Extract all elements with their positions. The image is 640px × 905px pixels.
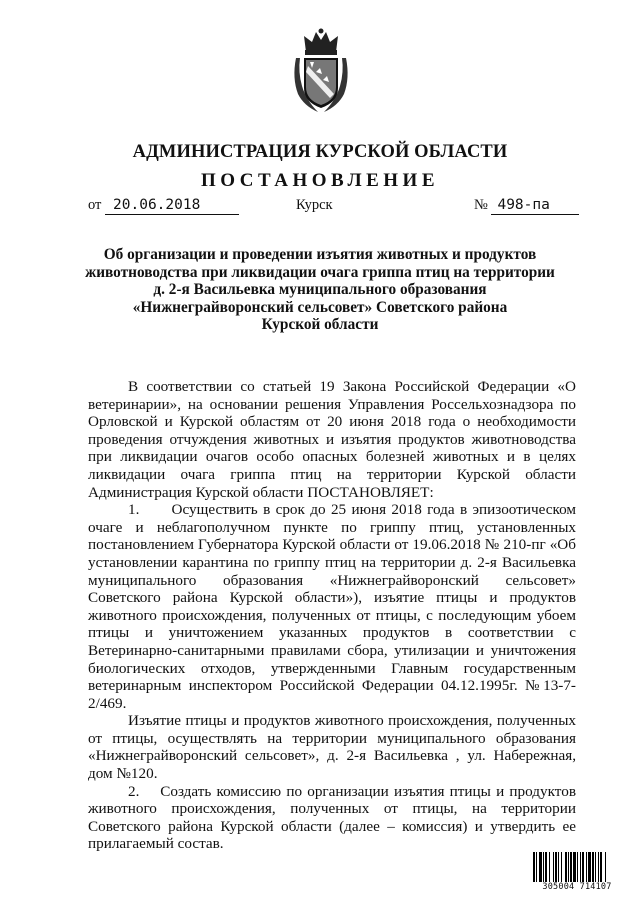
coat-of-arms-emblem (290, 28, 352, 114)
barcode-bars (533, 852, 621, 882)
title-line: д. 2-я Васильевка муниципального образования (153, 281, 487, 299)
date-underline (105, 197, 239, 215)
organization-name: АДМИНИСТРАЦИЯ КУРСКОЙ ОБЛАСТИ (132, 142, 508, 162)
clause-1-continuation-paragraph: Изъятие птицы и продуктов животного происхождения, полученных от птицы, осуществлять на территории муниципального образования «Нижнеграйворонский сельсовет», д. 2-я Васильевка , ул. Набережная, дом №120. (88, 712, 576, 783)
document-date-field (88, 197, 239, 215)
clause-1-paragraph: 1. Осуществить в срок до 25 июня 2018 года в эпизоотическом очаге и неблагополучном пункте по гриппу птиц, установленных постановлением Губернатора Курской области от 19.06.2018 № 210-пг «Об установлении карантина по гриппу птиц на территории д. 2-я Васильевка муниципального образования «Нижнеграйворонский сельсовет» Советского района Курской области»), изъятие птицы и продуктов животного происхождения, полученных от птицы, с последующим убоем птицы и уничтожением указанных продуктов в соответствии с Ветеринарно-санитарными правилами сбора, утилизации и уничтожения биологических отходов, утвержденными Главным государственным ветеринарным инспектором Российской Федерации 04.12.1995г. №13-7-2/469. (88, 501, 576, 712)
document-title (70, 246, 570, 334)
number-underline (491, 197, 579, 215)
document-date: 20.06.2018 (113, 197, 201, 213)
barcode-number: 305004 714107 (542, 882, 612, 892)
barcode-bar (605, 852, 606, 882)
document-body (88, 378, 576, 853)
date-prefix: от (88, 197, 102, 213)
preamble-paragraph: В соответствии со статьей 19 Закона Российской Федерации «О ветеринарии», на основании решения Управления Россельхознадзора по Орловской и Курской областям от 20 июня 2018 года о необходимости проведения отчуждения животных и изъятия продуктов животноводства при ликвидации очагов особо опасных болезней животных и в целях ликвидации очага гриппа птиц на территории Курской области Администрация Курской области ПОСТАНОВЛЯЕТ: (88, 378, 576, 501)
title-line: животноводства при ликвидации очага гриппа птиц на территории (85, 263, 555, 281)
title-line: «Нижнеграйворонский сельсовет» Советского района (132, 298, 508, 316)
clause-2-paragraph: 2. Создать комиссию по организации изъятия птицы и продуктов животного происхождения, полученных от птицы, на территории Советского района Курской области (далее – комиссия) и утвердить ее прилагаемый состав. (88, 782, 576, 853)
title-line: Курской области (261, 316, 379, 334)
number-prefix: № (474, 197, 488, 213)
document-type: ПОСТАНОВЛЕНИЕ (200, 170, 440, 191)
barcode (533, 852, 621, 892)
document-number: 498-па (497, 197, 550, 213)
title-line: Об организации и проведении изъятия животных и продуктов (103, 246, 537, 263)
document-city: Курск (296, 197, 333, 213)
document-number-field (474, 197, 579, 215)
